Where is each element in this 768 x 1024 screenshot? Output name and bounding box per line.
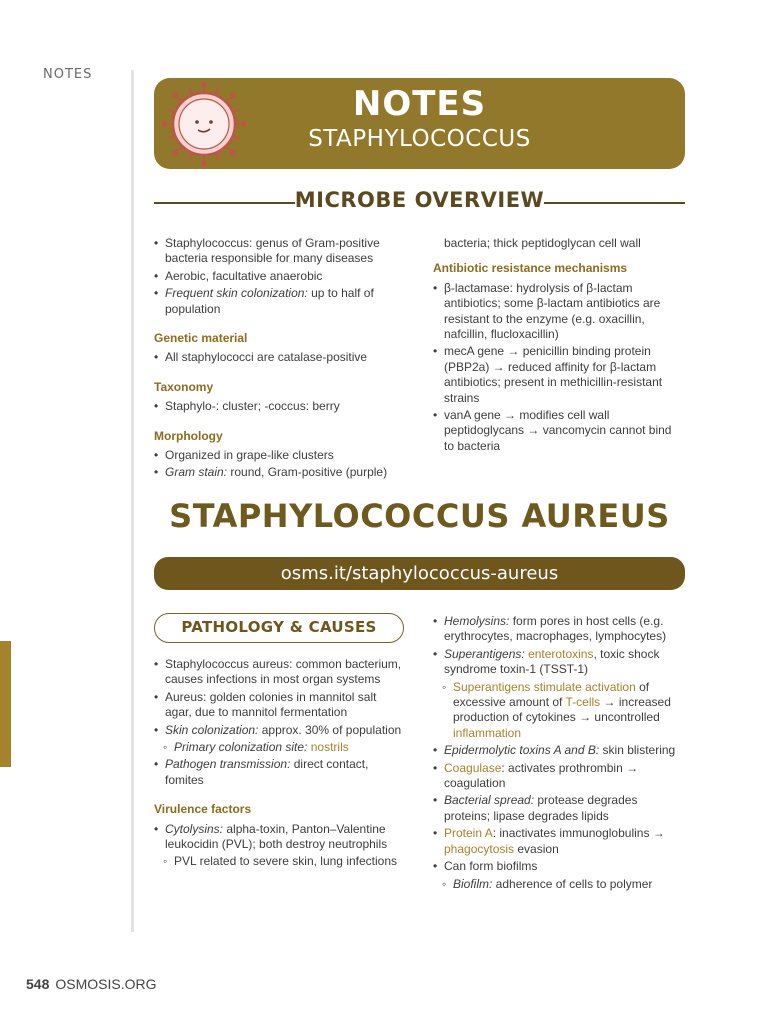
side-accent-bar bbox=[0, 641, 11, 767]
list-item: • mecA gene → penicillin binding protein (PBP2a) → reduced affinity for β-lactam antibiotics; present in methicillin-resistant strains bbox=[433, 344, 683, 406]
taxonomy-heading: Taxonomy bbox=[154, 379, 214, 394]
microbe-overview-heading: MICROBE OVERVIEW bbox=[154, 188, 685, 218]
list-item: • Aureus: golden colonies in mannitol salt agar, due to mannitol fermentation bbox=[154, 690, 404, 721]
virulence-factors-heading: Virulence factors bbox=[154, 802, 252, 817]
list-item: • Coagulase: activates prothrombin → coagulation bbox=[433, 761, 683, 792]
overview-left-column bbox=[154, 236, 404, 483]
list-item: • β-lactamase: hydrolysis of β-lactam antibiotics; some β-lactam antibiotics are resistant to the enzyme (e.g. oxacillin, nafcillin, flucloxacillin) bbox=[433, 281, 683, 343]
list-item: ◦ Primary colonization site: nostrils bbox=[154, 740, 404, 755]
list-item: ◦ Superantigens stimulate activation of excessive amount of T-cells → increased production of cytokines → uncontrolled inflammation bbox=[433, 680, 683, 742]
list-item: • Hemolysins: form pores in host cells (e.g. erythrocytes, macrophages, lymphocytes) bbox=[433, 614, 683, 645]
osmosis-link[interactable]: osms.it/staphylococcus-aureus bbox=[280, 563, 559, 584]
list-item: • Skin colonization: approx. 30% of population bbox=[154, 723, 404, 738]
nostrils-link: nostrils bbox=[310, 740, 349, 755]
header-banner bbox=[154, 78, 685, 169]
list-item: • Organized in grape-like clusters bbox=[154, 448, 404, 463]
list-item: ◦ Biofilm: adherence of cells to polymer bbox=[433, 877, 683, 892]
list-item: bacteria; thick peptidoglycan cell wall bbox=[444, 236, 641, 250]
morphology-heading: Morphology bbox=[154, 428, 223, 443]
list-item: • Frequent skin colonization: up to half of population bbox=[154, 286, 404, 317]
page-subtitle: STAPHYLOCOCCUS bbox=[308, 126, 531, 152]
list-item: • Protein A: inactivates immunoglobulins → phagocytosis evasion bbox=[433, 826, 683, 857]
page-footer bbox=[26, 976, 156, 992]
aureus-right-column bbox=[433, 614, 683, 894]
antibiotic-resistance-heading: Antibiotic resistance mechanisms bbox=[433, 261, 628, 276]
side-notes-label: NOTES bbox=[43, 67, 93, 82]
list-item: • Staphylococcus: genus of Gram-positive bacteria responsible for many diseases bbox=[154, 236, 404, 267]
page-title: NOTES bbox=[352, 84, 487, 124]
list-item: • Can form biofilms bbox=[433, 859, 683, 874]
list-item: • Staphylo-: cluster; -coccus: berry bbox=[154, 399, 404, 414]
list-item: • Gram stain: round, Gram-positive (purple) bbox=[154, 465, 404, 480]
list-item: • All staphylococci are catalase-positive bbox=[154, 350, 404, 365]
list-item: • Bacterial spread: protease degrades proteins; lipase degrades lipids bbox=[433, 793, 683, 824]
aureus-left-column bbox=[154, 657, 404, 872]
pathology-causes-heading: PATHOLOGY & CAUSES bbox=[154, 613, 404, 643]
list-item: ◦ PVL related to severe skin, lung infections bbox=[154, 854, 404, 869]
list-item: • Staphylococcus aureus: common bacterium, causes infections in most organ systems bbox=[154, 657, 404, 688]
list-item: • Superantigens: enterotoxins, toxic shock syndrome toxin-1 (TSST-1) bbox=[433, 647, 683, 678]
overview-right-column bbox=[433, 236, 683, 456]
staph-aureus-title: STAPHYLOCOCCUS AUREUS bbox=[169, 497, 670, 535]
page-number: 548 bbox=[26, 976, 50, 992]
list-item: • Cytolysins: alpha-toxin, Panton–Valentine leukocidin (PVL); both destroy neutrophils bbox=[154, 822, 404, 853]
genetic-material-heading: Genetic material bbox=[154, 331, 248, 346]
list-item: • vanA gene → modifies cell wall peptidoglycans → vancomycin cannot bind to bacteria bbox=[433, 408, 683, 454]
osmosis-link-banner[interactable] bbox=[154, 557, 685, 590]
brand-name: OSMOSIS.ORG bbox=[55, 976, 157, 992]
margin-divider bbox=[131, 70, 134, 932]
list-item: • Pathogen transmission: direct contact, fomites bbox=[154, 757, 404, 788]
list-item: • Epidermolytic toxins A and B: skin blistering bbox=[433, 743, 683, 758]
list-item: • Aerobic, facultative anaerobic bbox=[154, 269, 404, 284]
